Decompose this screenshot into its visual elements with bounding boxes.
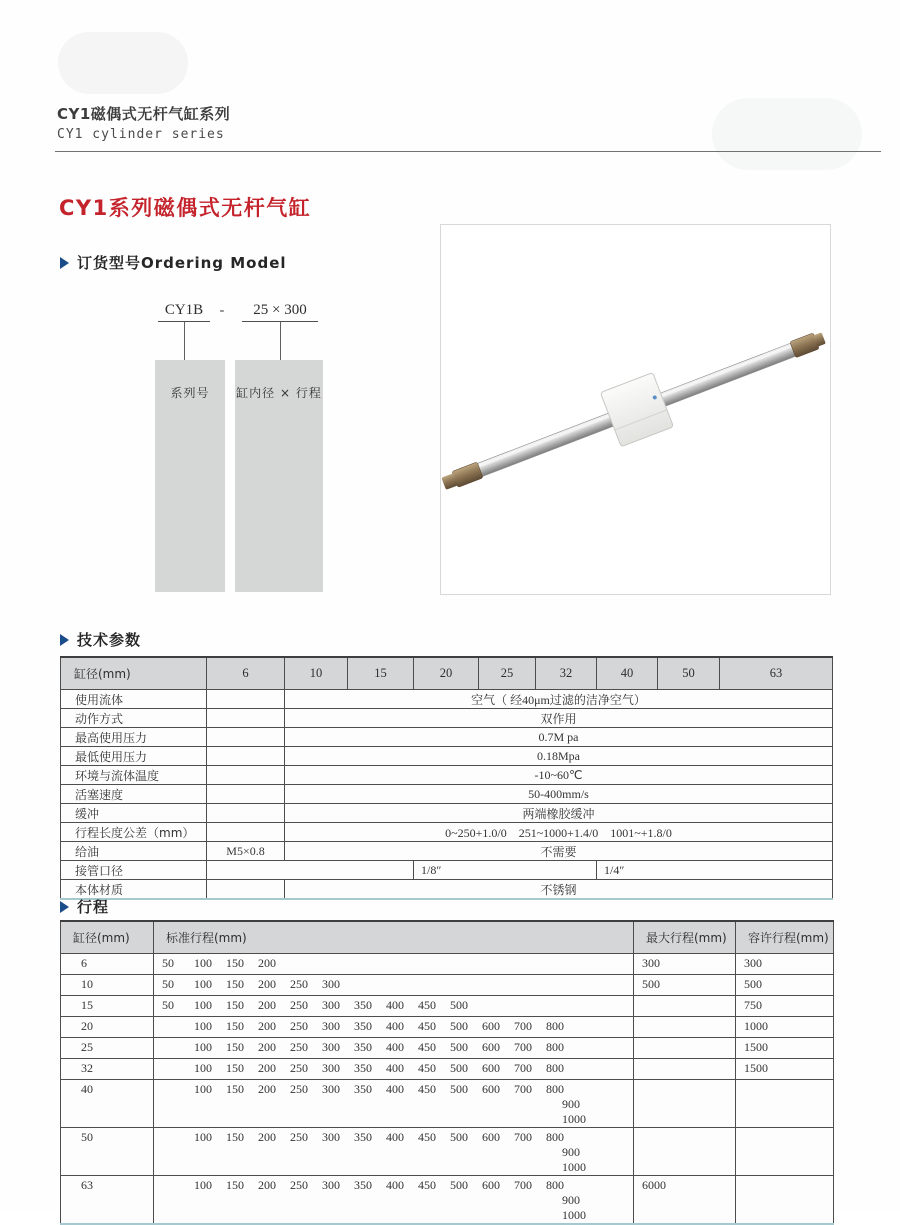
tech-cell [207, 880, 285, 900]
tech-cell [207, 728, 285, 747]
stroke-value: 150 [226, 1019, 244, 1033]
stroke-value: 450 [418, 1061, 436, 1075]
stroke-values-line2 [562, 1097, 633, 1127]
tech-cell: 1/4″ [597, 861, 833, 880]
tech-row [61, 804, 833, 823]
tech-row-label: 接管口径 [61, 861, 207, 880]
tech-row [61, 728, 833, 747]
section-arrow-icon [60, 257, 69, 269]
tech-cell [207, 861, 414, 880]
stroke-value: 200 [258, 1040, 276, 1054]
stroke-standard-cell [154, 1080, 634, 1128]
stroke-value: 450 [418, 1040, 436, 1054]
section-arrow-icon [60, 901, 69, 913]
page-title: CY1系列磁偶式无杆气缸 [59, 196, 312, 220]
stroke-value: 150 [226, 998, 244, 1012]
stroke-value: 450 [418, 1019, 436, 1033]
stroke-value: 150 [226, 1178, 244, 1192]
stroke-value: 350 [354, 1019, 372, 1033]
tech-row [61, 842, 833, 861]
product-photo [440, 224, 831, 595]
stroke-value: 250 [290, 1061, 308, 1075]
stroke-allow: 1500 [736, 1059, 834, 1080]
stroke-value: 150 [226, 1130, 244, 1144]
order-box-size [235, 360, 323, 592]
tech-header-label: 缸径(mm) [61, 657, 207, 690]
order-code-size: 25 × 300 [242, 302, 318, 322]
stroke-value: 500 [450, 1019, 468, 1033]
stroke-value: 700 [514, 1082, 532, 1096]
tech-cell: 0.18Mpa [285, 747, 833, 766]
stroke-value: 500 [450, 1040, 468, 1054]
stroke-value: 150 [226, 1082, 244, 1096]
stroke-value: 250 [290, 977, 308, 991]
tech-header-bore: 10 [285, 657, 348, 690]
doc-header [57, 103, 230, 142]
stroke-max: 300 [634, 954, 736, 975]
stroke-value: 300 [322, 1040, 340, 1054]
stroke-allow [736, 1128, 834, 1176]
stroke-max [634, 1038, 736, 1059]
tech-row-label: 给油 [61, 842, 207, 861]
stroke-section-label: 行程 [77, 898, 110, 916]
stroke-row [61, 1038, 834, 1059]
tech-cell [207, 766, 285, 785]
tech-header-bore: 25 [479, 657, 536, 690]
tech-table-body [61, 690, 833, 900]
stroke-value: 200 [258, 1178, 276, 1192]
stroke-value: 150 [226, 1061, 244, 1075]
tech-section-label: 技术参数 [77, 631, 142, 649]
tech-row-label: 本体材质 [61, 880, 207, 900]
stroke-value: 200 [258, 1019, 276, 1033]
stroke-value: 600 [482, 1178, 500, 1192]
stroke-value: 400 [386, 1061, 404, 1075]
stroke-allow: 500 [736, 975, 834, 996]
stroke-value: 800 [546, 1040, 564, 1054]
stroke-bore: 6 [61, 954, 154, 975]
stroke-value: 600 [482, 1082, 500, 1096]
stroke-value: 200 [258, 998, 276, 1012]
stroke-value: 700 [514, 1178, 532, 1192]
stroke-header-row [61, 921, 834, 954]
stroke-value: 350 [354, 1082, 372, 1096]
tech-header-bore: 50 [658, 657, 720, 690]
stroke-header-cell: 容许行程(mm) [736, 921, 834, 954]
stroke-row [61, 1017, 834, 1038]
tech-row [61, 747, 833, 766]
stroke-value: 500 [450, 1178, 468, 1192]
stroke-values-line [162, 1040, 633, 1055]
stroke-value: 200 [258, 1061, 276, 1075]
stroke-value: 300 [322, 1082, 340, 1096]
stroke-header-cell: 标准行程(mm) [154, 921, 634, 954]
stroke-max: 6000 [634, 1176, 736, 1225]
stroke-value: 100 [194, 1178, 212, 1192]
stroke-value: 900 [562, 1145, 580, 1159]
stroke-bore: 15 [61, 996, 154, 1017]
stroke-value: 100 [194, 998, 212, 1012]
tech-cell: 空气（ 经40μm过滤的洁净空气） [285, 690, 833, 709]
stroke-value: 600 [482, 1061, 500, 1075]
stroke-row [61, 954, 834, 975]
stroke-standard-cell [154, 1059, 634, 1080]
stroke-allow: 1500 [736, 1038, 834, 1059]
stroke-value: 1000 [562, 1160, 586, 1174]
stroke-value: 250 [290, 1082, 308, 1096]
tech-row [61, 709, 833, 728]
order-code-series: CY1B [158, 302, 210, 322]
tech-row [61, 823, 833, 842]
tech-cell: 1/8″ [414, 861, 597, 880]
tech-cell: 两端橡胶缓冲 [285, 804, 833, 823]
stroke-values-line [162, 977, 633, 992]
stroke-value: 400 [386, 1040, 404, 1054]
stroke-allow: 750 [736, 996, 834, 1017]
stroke-values-line [162, 1061, 633, 1076]
doc-title-en: CY1 cylinder series [57, 127, 225, 142]
tech-cell: 不锈钢 [285, 880, 833, 900]
tech-cell: 双作用 [285, 709, 833, 728]
stroke-value: 250 [290, 1178, 308, 1192]
stroke-value: 450 [418, 998, 436, 1012]
stroke-value: 100 [194, 956, 212, 970]
stroke-standard-cell [154, 1176, 634, 1225]
order-box-size-label: 缸内径 × 行程 [236, 386, 322, 400]
tech-cell: -10~60℃ [285, 766, 833, 785]
tech-cell: 不需要 [285, 842, 833, 861]
ordering-section-title [60, 252, 287, 273]
stroke-max [634, 1059, 736, 1080]
stroke-allow [736, 1176, 834, 1225]
stroke-value: 300 [322, 998, 340, 1012]
watermark-blob-left [58, 32, 188, 94]
stroke-section-title [60, 896, 109, 917]
tech-row-label: 环境与流体温度 [61, 766, 207, 785]
stroke-value: 50 [162, 956, 174, 970]
stroke-bore: 50 [61, 1128, 154, 1176]
stroke-value: 400 [386, 998, 404, 1012]
header-divider [55, 151, 881, 152]
tech-row [61, 785, 833, 804]
stroke-values-line [162, 1130, 633, 1145]
stroke-value: 450 [418, 1130, 436, 1144]
tech-row [61, 690, 833, 709]
stroke-value: 300 [322, 977, 340, 991]
stroke-header-cell: 最大行程(mm) [634, 921, 736, 954]
stroke-standard-cell [154, 996, 634, 1017]
tech-cell [207, 804, 285, 823]
tech-cell: 50-400mm/s [285, 785, 833, 804]
stroke-value: 100 [194, 1019, 212, 1033]
stroke-allow [736, 1080, 834, 1128]
stroke-bore: 20 [61, 1017, 154, 1038]
stroke-standard-cell [154, 1017, 634, 1038]
stroke-value: 200 [258, 1130, 276, 1144]
stroke-standard-cell [154, 1128, 634, 1176]
tech-row [61, 766, 833, 785]
stroke-bore: 63 [61, 1176, 154, 1225]
stroke-value: 800 [546, 1178, 564, 1192]
tech-cell [207, 709, 285, 728]
stroke-value: 800 [546, 1130, 564, 1144]
stroke-value: 600 [482, 1040, 500, 1054]
stroke-max [634, 1017, 736, 1038]
rodless-cylinder-illustration [441, 225, 830, 594]
tech-row-label: 活塞速度 [61, 785, 207, 804]
tech-row [61, 861, 833, 880]
stroke-header-cell: 缸径(mm) [61, 921, 154, 954]
tech-row [61, 880, 833, 900]
stroke-value: 350 [354, 1061, 372, 1075]
stroke-value: 350 [354, 1040, 372, 1054]
stroke-value: 100 [194, 1040, 212, 1054]
stroke-standard-cell [154, 954, 634, 975]
stroke-value: 500 [450, 1061, 468, 1075]
stroke-value: 300 [322, 1061, 340, 1075]
stroke-value: 50 [162, 977, 174, 991]
stroke-row [61, 1059, 834, 1080]
stroke-value: 100 [194, 1082, 212, 1096]
stroke-value: 800 [546, 1019, 564, 1033]
tech-row-label: 动作方式 [61, 709, 207, 728]
tech-row-label: 最低使用压力 [61, 747, 207, 766]
order-box-series [155, 360, 225, 592]
stroke-value: 500 [450, 998, 468, 1012]
stroke-value: 100 [194, 977, 212, 991]
tech-header-bore: 40 [597, 657, 658, 690]
stroke-bore: 32 [61, 1059, 154, 1080]
stroke-bore: 10 [61, 975, 154, 996]
stroke-value: 450 [418, 1082, 436, 1096]
stroke-value: 700 [514, 1061, 532, 1075]
tech-row-label: 缓冲 [61, 804, 207, 823]
stroke-value: 350 [354, 1130, 372, 1144]
stroke-row [61, 1128, 834, 1176]
tech-cell [207, 690, 285, 709]
stroke-allow: 1000 [736, 1017, 834, 1038]
stroke-value: 50 [162, 998, 174, 1012]
tech-cell: M5×0.8 [207, 842, 285, 861]
stroke-value: 100 [194, 1061, 212, 1075]
stroke-value: 600 [482, 1130, 500, 1144]
tech-section-title [60, 629, 141, 650]
stroke-row [61, 996, 834, 1017]
stroke-value: 200 [258, 977, 276, 991]
stroke-value: 400 [386, 1019, 404, 1033]
stroke-value: 700 [514, 1040, 532, 1054]
ordering-section-label: 订货型号Ordering Model [77, 254, 287, 272]
stroke-value: 400 [386, 1082, 404, 1096]
stroke-value: 300 [322, 1019, 340, 1033]
stroke-value: 500 [450, 1130, 468, 1144]
stroke-value: 300 [322, 1178, 340, 1192]
tech-cell [207, 823, 285, 842]
stroke-values-line [162, 1178, 633, 1193]
stroke-value: 350 [354, 998, 372, 1012]
stroke-value: 1000 [562, 1208, 586, 1222]
stroke-max [634, 1128, 736, 1176]
stroke-values-line2 [562, 1193, 633, 1223]
stroke-value: 900 [562, 1193, 580, 1207]
stroke-value: 150 [226, 1040, 244, 1054]
watermark-blob-right [712, 98, 862, 170]
stroke-bore: 40 [61, 1080, 154, 1128]
tech-cell: 0~250+1.0/0 251~1000+1.4/0 1001~+1.8/0 [285, 823, 833, 842]
stroke-value: 900 [562, 1097, 580, 1111]
stroke-value: 250 [290, 1040, 308, 1054]
stroke-value: 400 [386, 1178, 404, 1192]
tech-header-bore: 32 [536, 657, 597, 690]
tech-header-bore: 20 [414, 657, 479, 690]
section-arrow-icon [60, 634, 69, 646]
tech-header-bore: 6 [207, 657, 285, 690]
stroke-value: 250 [290, 1130, 308, 1144]
tech-header-bore: 63 [720, 657, 833, 690]
stroke-value: 200 [258, 956, 276, 970]
stroke-values-line [162, 1082, 633, 1097]
stroke-row [61, 1176, 834, 1225]
tech-header-bore: 15 [348, 657, 414, 690]
stroke-value: 200 [258, 1082, 276, 1096]
tech-header-row [61, 657, 833, 690]
tech-row-label: 使用流体 [61, 690, 207, 709]
stroke-value: 800 [546, 1082, 564, 1096]
doc-title-cn: CY1磁偶式无杆气缸系列 [57, 105, 231, 123]
stroke-value: 150 [226, 956, 244, 970]
stroke-max [634, 1080, 736, 1128]
stroke-value: 300 [322, 1130, 340, 1144]
stroke-value: 600 [482, 1019, 500, 1033]
stroke-value: 450 [418, 1178, 436, 1192]
tech-cell [207, 747, 285, 766]
stroke-value: 250 [290, 998, 308, 1012]
stroke-standard-cell [154, 975, 634, 996]
stroke-values-line [162, 998, 633, 1013]
stroke-max: 500 [634, 975, 736, 996]
stroke-value: 250 [290, 1019, 308, 1033]
stroke-allow: 300 [736, 954, 834, 975]
order-box-series-label: 系列号 [170, 386, 210, 400]
stroke-value: 400 [386, 1130, 404, 1144]
stroke-max [634, 996, 736, 1017]
stroke-values-line2 [562, 1145, 633, 1175]
stroke-value: 150 [226, 977, 244, 991]
stroke-value: 800 [546, 1061, 564, 1075]
stroke-row [61, 1080, 834, 1128]
tech-cell: 0.7M pa [285, 728, 833, 747]
stroke-standard-cell [154, 1038, 634, 1059]
stroke-table-body [61, 954, 834, 1225]
stroke-values-line [162, 956, 633, 971]
tech-table [60, 656, 833, 900]
stroke-value: 700 [514, 1019, 532, 1033]
stroke-value: 1000 [562, 1112, 586, 1126]
stroke-table [60, 920, 834, 1225]
stroke-bore: 25 [61, 1038, 154, 1059]
stroke-value: 350 [354, 1178, 372, 1192]
order-code-dash: - [219, 303, 225, 318]
tech-row-label: 行程长度公差（mm） [61, 823, 207, 842]
stroke-value: 700 [514, 1130, 532, 1144]
tech-row-label: 最高使用压力 [61, 728, 207, 747]
stroke-values-line [162, 1019, 633, 1034]
stroke-row [61, 975, 834, 996]
stroke-value: 100 [194, 1130, 212, 1144]
order-connector-line [184, 322, 185, 360]
order-connector-line [280, 322, 281, 360]
stroke-value: 500 [450, 1082, 468, 1096]
tech-cell [207, 785, 285, 804]
